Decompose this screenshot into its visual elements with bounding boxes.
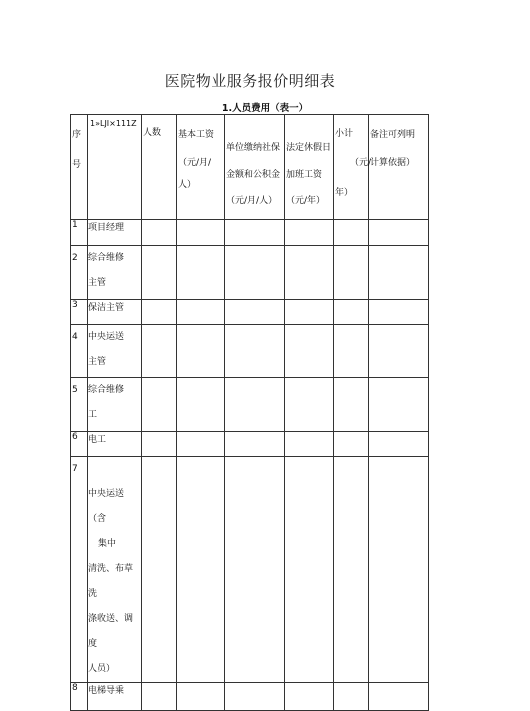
empty-cell	[369, 300, 429, 325]
table-row	[71, 300, 429, 325]
empty-cell	[369, 457, 429, 683]
empty-cell	[369, 683, 429, 711]
position-name-line: 集中	[98, 539, 117, 549]
header-subtotal-line2: （元/	[350, 158, 372, 168]
header-base-line2: （元/月/	[178, 158, 212, 168]
header-holiday-line2: 加班工资	[286, 170, 323, 180]
empty-cell	[142, 300, 177, 325]
header-holiday-overtime	[285, 115, 334, 220]
header-subtotal	[334, 115, 372, 220]
row-number: 6	[71, 432, 88, 457]
empty-cell	[369, 325, 429, 378]
table-row	[71, 457, 429, 683]
position-name-line: 主管	[88, 278, 107, 288]
position-name-line: 综合维修	[88, 253, 125, 263]
row-position-name	[88, 432, 142, 457]
empty-cell	[285, 220, 334, 246]
row-position-name	[88, 246, 142, 300]
empty-cell	[177, 246, 225, 300]
empty-cell	[334, 432, 369, 457]
header-position-label: 1»LJI×111Z	[90, 119, 137, 128]
row-number: 8	[71, 683, 88, 711]
table-row	[71, 325, 429, 378]
row-position-name	[88, 220, 142, 246]
header-position	[88, 115, 142, 220]
position-name-line: 电梯导乘	[88, 686, 125, 696]
empty-cell	[142, 220, 177, 246]
empty-cell	[225, 220, 285, 246]
header-remark-line1: 备注可列明	[370, 130, 416, 140]
empty-cell	[369, 220, 429, 246]
empty-cell	[177, 325, 225, 378]
empty-cell	[177, 683, 225, 711]
empty-cell	[334, 683, 369, 711]
empty-cell	[142, 325, 177, 378]
empty-cell	[177, 220, 225, 246]
row-number: 5	[71, 378, 88, 432]
position-name-line: 中央运送	[88, 332, 125, 342]
empty-cell	[285, 683, 334, 711]
empty-cell	[369, 432, 429, 457]
header-seq	[71, 115, 88, 220]
empty-cell	[334, 246, 369, 300]
row-position-name	[88, 457, 142, 683]
header-count-label: 人数	[143, 128, 162, 138]
empty-cell	[285, 300, 334, 325]
document-title: 医院物业服务报价明细表	[164, 72, 336, 90]
empty-cell	[177, 378, 225, 432]
header-holiday-line1: 法定休假日	[286, 143, 332, 153]
table-row	[71, 220, 429, 246]
empty-cell	[334, 378, 369, 432]
header-holiday-line3: （元/年）	[286, 196, 326, 206]
header-social-insurance	[225, 115, 285, 220]
row-position-name	[88, 378, 142, 432]
header-social-line2: 金额和公积金	[226, 170, 281, 180]
empty-cell	[285, 378, 334, 432]
empty-cell	[142, 432, 177, 457]
header-seq-line2: 号	[72, 160, 82, 170]
empty-cell	[334, 300, 369, 325]
empty-cell	[142, 457, 177, 683]
header-remark-line2: 计算依据）	[370, 158, 416, 168]
row-number: 3	[71, 300, 88, 325]
header-subtotal-line3: 年）	[335, 188, 354, 198]
position-name-line: 主管	[88, 357, 107, 367]
row-position-name	[88, 300, 142, 325]
row-position-name	[88, 683, 142, 711]
empty-cell	[225, 457, 285, 683]
table-row	[71, 432, 429, 457]
header-base-line3: 人）	[178, 180, 197, 190]
position-name-line	[88, 457, 141, 482]
empty-cell	[225, 683, 285, 711]
empty-cell	[225, 246, 285, 300]
header-row	[71, 115, 429, 220]
position-name-line: 人员）	[88, 664, 116, 674]
header-remark	[369, 115, 429, 220]
personnel-cost-table	[70, 114, 429, 711]
empty-cell	[225, 300, 285, 325]
table-title: 1.人员费用（表一）	[221, 103, 309, 114]
empty-cell	[285, 325, 334, 378]
position-name-line: 保洁主管	[88, 303, 125, 313]
empty-cell	[285, 432, 334, 457]
position-name-line: 综合维修	[88, 385, 125, 395]
empty-cell	[225, 432, 285, 457]
empty-cell	[177, 457, 225, 683]
row-number: 4	[71, 325, 88, 378]
header-subtotal-line1: 小计	[335, 129, 354, 139]
row-number: 7	[71, 457, 88, 683]
header-social-line1: 单位缴纳社保	[226, 143, 281, 153]
row-position-name	[88, 325, 142, 378]
empty-cell	[334, 325, 369, 378]
position-name-line: 电工	[88, 435, 107, 445]
empty-cell	[369, 378, 429, 432]
table-row	[71, 683, 429, 711]
empty-cell	[334, 457, 369, 683]
empty-cell	[285, 457, 334, 683]
row-number: 1	[71, 220, 88, 246]
empty-cell	[369, 246, 429, 300]
header-base-line1: 基本工资	[178, 130, 215, 140]
table-row	[71, 246, 429, 300]
position-name-line: 清洗、布草洗	[88, 564, 134, 599]
empty-cell	[177, 300, 225, 325]
empty-cell	[142, 378, 177, 432]
row-number: 2	[71, 246, 88, 300]
table-row	[71, 378, 429, 432]
position-name-line: 涤收送、调度	[88, 614, 134, 649]
position-name-line: 中央运送（含	[88, 489, 125, 524]
empty-cell	[285, 246, 334, 300]
header-seq-line1: 序	[72, 130, 82, 140]
header-base-salary	[177, 115, 225, 220]
empty-cell	[177, 432, 225, 457]
position-name-line: 工	[88, 410, 98, 420]
position-name-line: 项目经理	[88, 223, 125, 233]
header-social-line3: （元/月/人）	[226, 196, 278, 206]
empty-cell	[142, 683, 177, 711]
header-count	[142, 115, 177, 220]
empty-cell	[142, 246, 177, 300]
empty-cell	[334, 220, 369, 246]
table-body	[71, 220, 429, 711]
empty-cell	[225, 378, 285, 432]
empty-cell	[225, 325, 285, 378]
